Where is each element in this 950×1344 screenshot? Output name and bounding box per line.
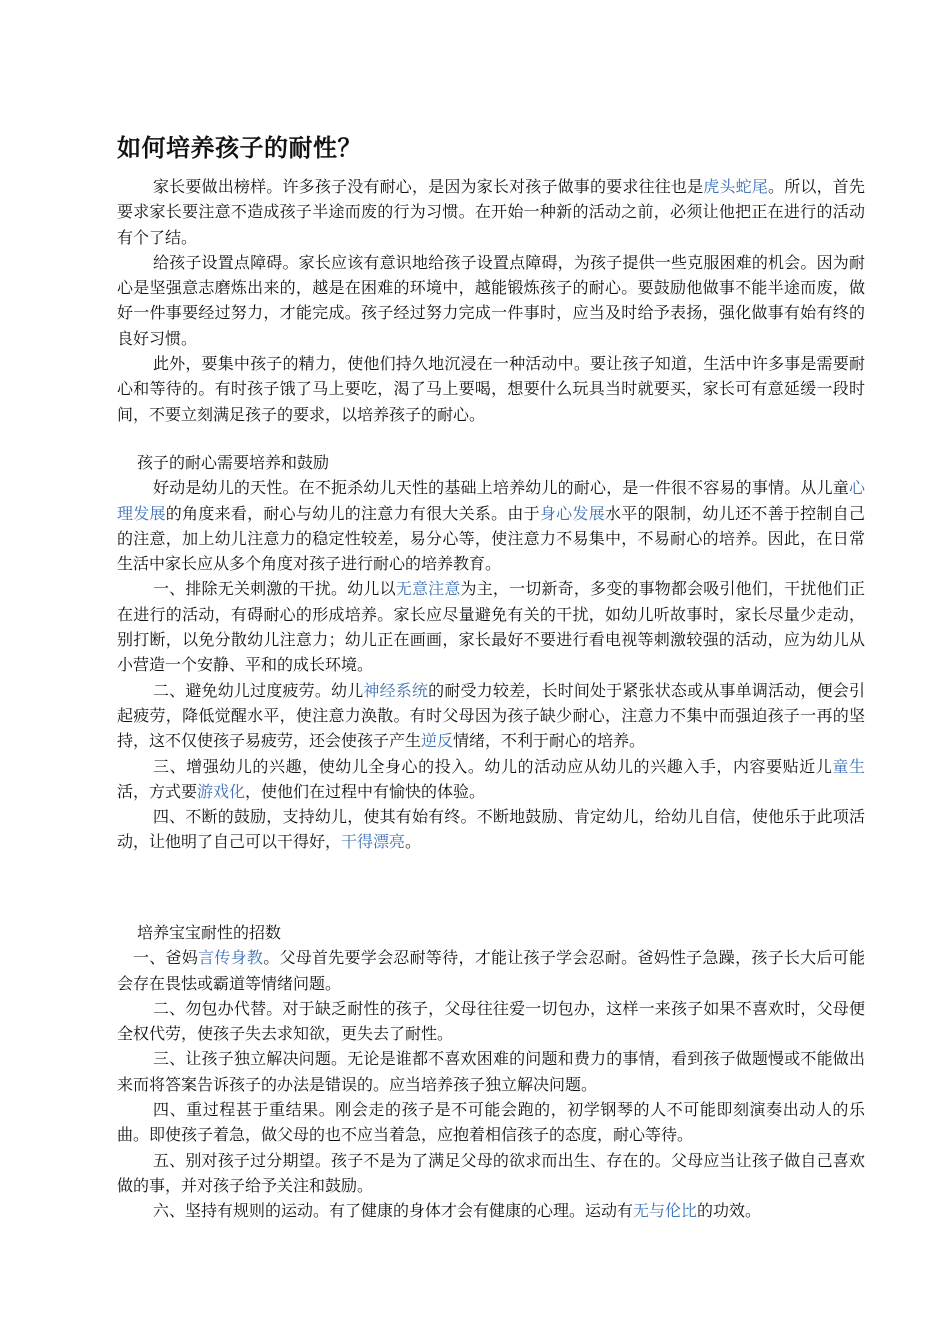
text-run: 四、不断的鼓励，支持幼儿，使其有始有终。不断地鼓励、肯定幼儿，给幼儿自信，使他乐于此项活动，让他明了自己可以干得好， xyxy=(117,807,865,852)
text-run: ，使他们在过程中有愉快的体验。 xyxy=(245,781,486,801)
paragraph xyxy=(117,475,865,576)
paragraph: 二、勿包办代替。对于缺乏耐性的孩子，父母往往爱一切包办，这样一来孩子如果不喜欢时，父母便全权代劳，使孩子失去求知欲，更失去了耐性。 xyxy=(117,998,865,1044)
term-link[interactable]: 言传身教 xyxy=(198,948,264,968)
section-heading: 培养宝宝耐性的招数 xyxy=(137,923,282,942)
section-heading: 孩子的耐心需要培养和鼓励 xyxy=(137,453,330,472)
text-run: 为主，一切新奇，多变的事物都会吸引他们，干扰他们正在进行的活动，有碍耐心的形成培养。家长应尽量避免有关的干扰，如幼儿听故事时，家长尽量少走动，别打断，以免分散幼儿注意力；幼儿正在画画，家长最好不要进行看电视等刺激较强的活动，应为幼儿从小营造一个安静、平和的成长环境。 xyxy=(117,579,865,675)
paragraph: 给孩子设置点障碍。家长应该有意识地给孩子设置点障碍，为孩子提供一些克服困难的机会。因为耐心是坚强意志磨炼出来的，越是在困难的环境中，越能锻炼孩子的耐心。要鼓励他做事不能半途而废，做好一件事要经过努力，才能完成。孩子经过努力完成一件事时，应当及时给予表扬，强化做事有始有终的良好习惯。 xyxy=(117,252,865,348)
paragraph: 四、重过程甚于重结果。刚会走的孩子是不可能会跑的，初学钢琴的人不可能即刻演奏出动人的乐曲。即使孩子着急，做父母的也不应当着急，应抱着相信孩子的态度，耐心等待。 xyxy=(117,1100,865,1145)
term-link[interactable]: 游戏化 xyxy=(197,781,246,801)
paragraph xyxy=(117,754,865,805)
term-link[interactable]: 身心发展 xyxy=(539,503,605,523)
text-run: 的角度来看，耐心与幼儿的注意力有很大关系。由于 xyxy=(165,503,540,523)
term-link[interactable]: 虎头蛇尾 xyxy=(703,177,769,196)
page-title: 如何培养孩子的耐性？ xyxy=(117,134,362,162)
term-link[interactable]: 无与伦比 xyxy=(633,1201,698,1221)
text-run: 一、排除无关刺激的干扰。幼儿以 xyxy=(153,579,396,599)
text-run: 。所以，首先要求家长要注意不造成孩子半途而废的行为习惯。在开始一种新的活动之前，必须让他把正在进行的活动有个了结。 xyxy=(117,177,865,247)
text-run: 三、增强幼儿的兴趣，使幼儿全身心的投入。幼儿的活动应从幼儿的兴趣入手，内容要贴近儿 xyxy=(153,756,833,776)
tips-section xyxy=(117,920,865,1224)
term-link[interactable]: 心理发展 xyxy=(117,478,865,523)
term-link[interactable]: 逆反 xyxy=(421,731,454,751)
paragraph: 五、别对孩子过分期望。孩子不是为了满足父母的欲求而出生、存在的。父母应当让孩子做自己喜欢做的事，并对孩子给予关注和鼓励。 xyxy=(117,1150,865,1195)
text-run: 六、坚持有规则的运动。有了健康的身体才会有健康的心理。运动有 xyxy=(153,1201,634,1221)
text-run: 。父母首先要学会忍耐等待，才能让孩子学会忍耐。爸妈性子急躁，孩子长大后可能会存在畏怯或霸道等情绪问题。 xyxy=(117,948,865,993)
term-link[interactable]: 干得漂亮 xyxy=(341,832,406,852)
text-run: 的耐受力较差，长时间处于紧张状态或从事单调活动，便会引起疲劳，降低觉醒水平，使注意力涣散。有时父母因为孩子缺少耐心，注意力不集中而强迫孩子一再的坚持，这不仅使孩子易疲劳，还会使孩子产生 xyxy=(117,680,865,751)
text-run: 一、爸妈 xyxy=(133,948,199,968)
paragraph xyxy=(117,576,865,677)
text-run: 。 xyxy=(405,832,422,852)
text-run: 好动是幼儿的天性。在不扼杀幼儿天性的基础上培养幼儿的耐心，是一件很不容易的事情。从儿童 xyxy=(153,478,849,498)
term-link[interactable]: 神经系统 xyxy=(363,680,429,700)
term-link[interactable]: 无意注意 xyxy=(395,579,461,599)
paragraph xyxy=(117,804,865,855)
text-run: 水平的限制，幼儿还不善于控制自己的注意，加上幼儿注意力的稳定性较差，易分心等，使注意力不易集中，不易耐心的培养。因此，在日常生活中家长应从多个角度对孩子进行耐心的培养教育。 xyxy=(117,503,865,574)
paragraph xyxy=(117,945,865,996)
patience-section xyxy=(117,450,865,855)
intro-section xyxy=(117,174,865,427)
paragraph: 此外，要集中孩子的精力，使他们持久地沉浸在一种活动中。要让孩子知道，生活中许多事是需要耐心和等待的。有时孩子饿了马上要吃，渴了马上要喝，想要什么玩具当时就要买，家长可有意延缓一段时间，不要立刻满足孩子的要求，以培养孩子的耐心。 xyxy=(117,354,865,424)
text-run: 的功效。 xyxy=(697,1201,762,1221)
text-run: 情绪，不利于耐心的培养。 xyxy=(453,731,646,751)
paragraph xyxy=(117,1198,865,1223)
paragraph xyxy=(117,678,865,754)
text-run: 活，方式要 xyxy=(117,781,198,801)
text-run: 二、避免幼儿过度疲劳。幼儿 xyxy=(153,680,364,700)
term-link[interactable]: 童生 xyxy=(832,756,865,776)
paragraph xyxy=(117,174,865,250)
paragraph: 三、让孩子独立解决问题。无论是谁都不喜欢困难的问题和费力的事情，看到孩子做题慢或不能做出来而将答案告诉孩子的办法是错误的。应当培养孩子独立解决问题。 xyxy=(117,1049,865,1094)
text-run: 家长要做出榜样。许多孩子没有耐心，是因为家长对孩子做事的要求往往也是 xyxy=(153,177,704,196)
